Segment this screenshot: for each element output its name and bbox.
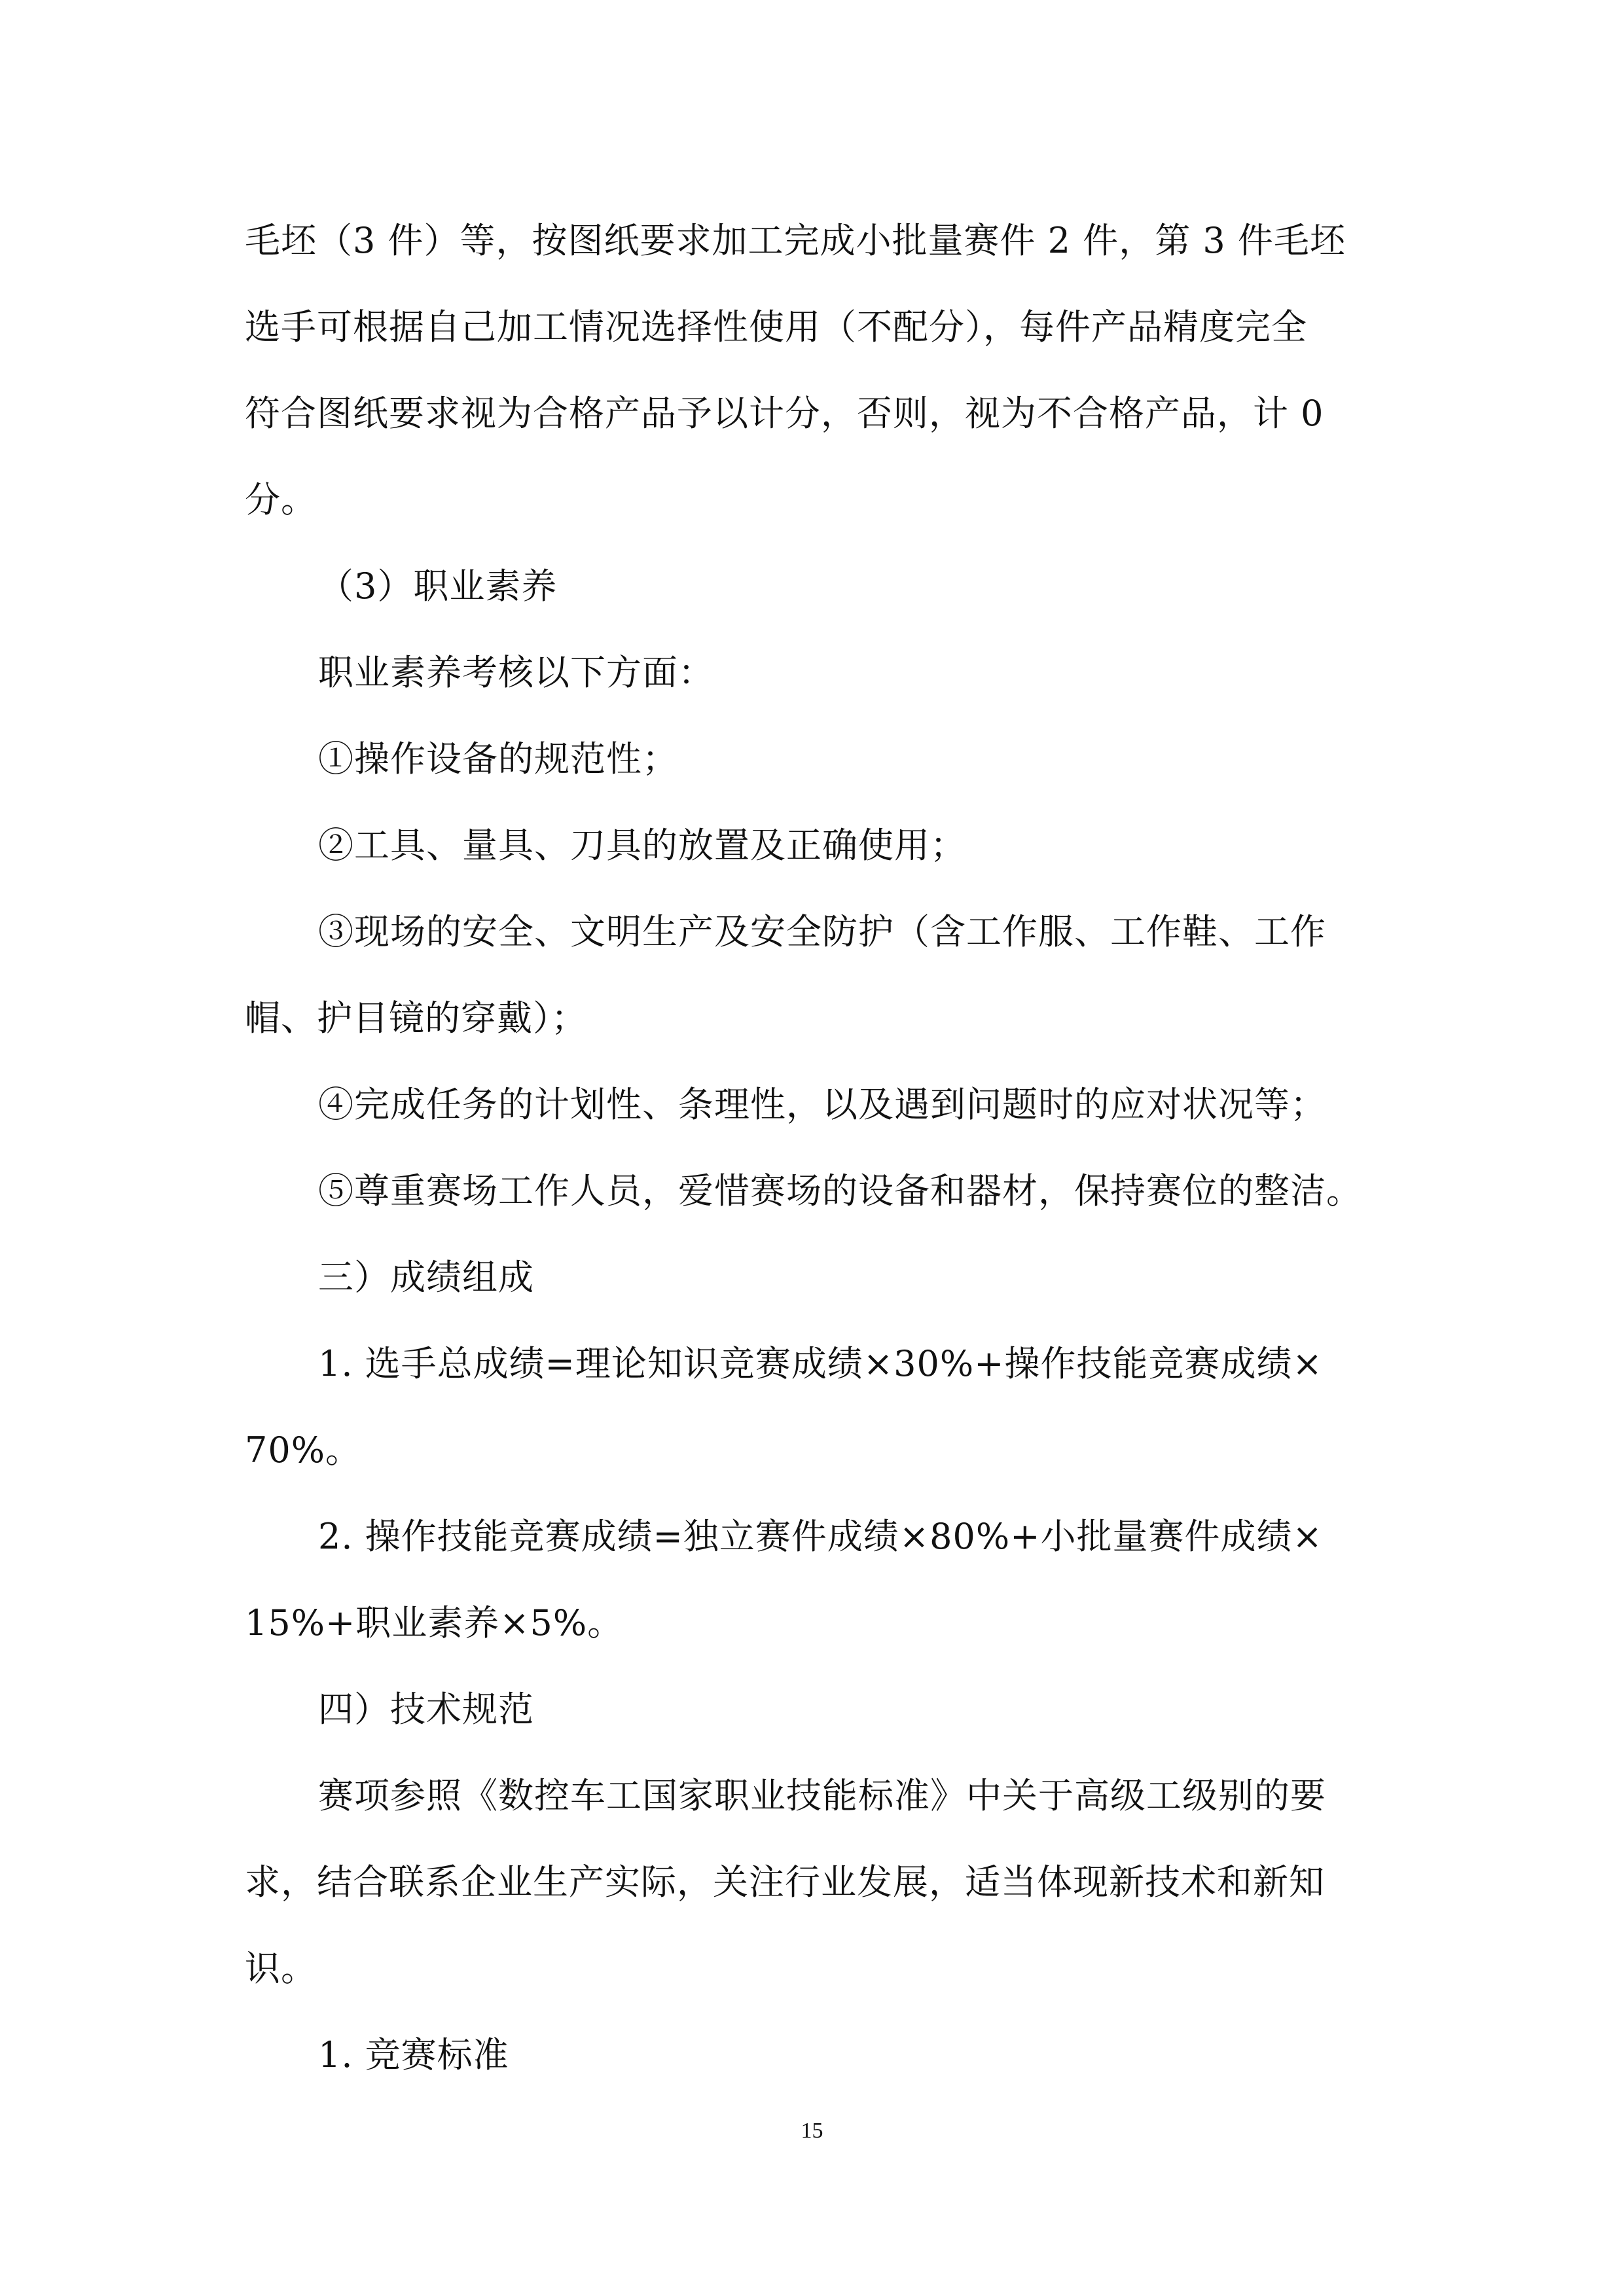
- section-heading-technical-spec: 四）技术规范: [318, 1689, 534, 1730]
- text-line-15: 70%。: [245, 1429, 362, 1471]
- text-line-21: 识。: [245, 1948, 317, 1989]
- text-line-4: 分。: [245, 479, 317, 520]
- list-item-1: ①操作设备的规范性；: [318, 738, 678, 780]
- list-item-4: ④完成任务的计划性、条理性，以及遇到问题时的应对状况等；: [318, 1084, 1326, 1125]
- text-line-20: 求，结合联系企业生产实际，关注行业发展，适当体现新技术和新知: [245, 1861, 1325, 1903]
- text-line-16: 2. 操作技能竞赛成绩=独立赛件成绩×80%+小批量赛件成绩×: [318, 1516, 1323, 1557]
- section-heading-score-composition: 三）成绩组成: [318, 1257, 534, 1298]
- list-item-5: ⑤尊重赛场工作人员，爱惜赛场的设备和器材，保持赛位的整洁。: [318, 1170, 1362, 1211]
- page-number: 15: [801, 2119, 823, 2143]
- section-heading-professional-quality: （3）职业素养: [318, 565, 558, 607]
- text-line-17: 15%+职业素养×5%。: [245, 1602, 624, 1643]
- text-line-6: 职业素养考核以下方面：: [318, 652, 714, 693]
- list-item-3-cont: 帽、护目镜的穿戴）；: [245, 997, 587, 1039]
- list-item-2: ②工具、量具、刀具的放置及正确使用；: [318, 825, 966, 866]
- text-line-2: 选手可根据自己加工情况选择性使用（不配分），每件产品精度完全: [245, 306, 1307, 348]
- text-line-19: 赛项参照《数控车工国家职业技能标准》中关于高级工级别的要: [318, 1775, 1326, 1816]
- text-line-14: 1. 选手总成绩=理论知识竞赛成绩×30%+操作技能竞赛成绩×: [318, 1343, 1323, 1384]
- list-item-3: ③现场的安全、文明生产及安全防护（含工作服、工作鞋、工作: [318, 911, 1326, 952]
- section-heading-competition-standard: 1. 竞赛标准: [318, 2034, 509, 2075]
- text-line-3: 符合图纸要求视为合格产品予以计分，否则，视为不合格产品，计 0: [245, 393, 1324, 434]
- text-line-1: 毛坯（3 件）等，按图纸要求加工完成小批量赛件 2 件，第 3 件毛坯: [245, 220, 1346, 261]
